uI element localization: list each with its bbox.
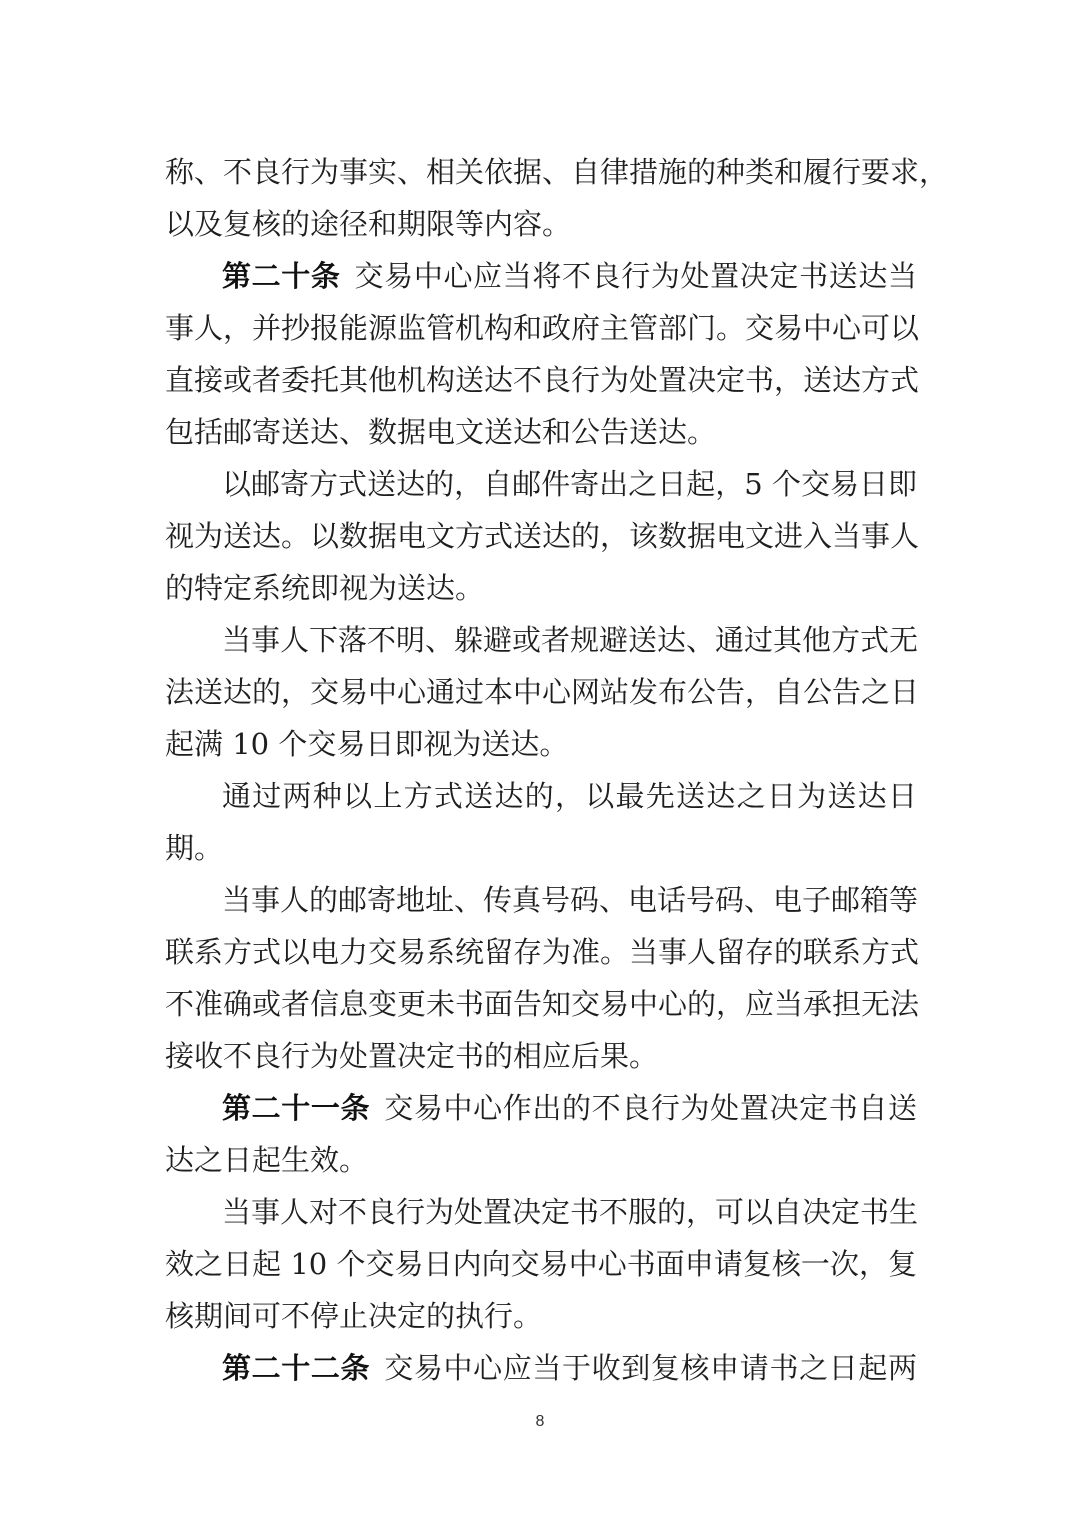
text-line: 以及复核的途径和期限等内容。 xyxy=(165,207,572,241)
text-line: 期。 xyxy=(165,831,224,865)
text-line: 当事人的邮寄地址、传真号码、电话号码、电子邮箱等 xyxy=(222,883,919,917)
text-line: 起满 10 个交易日即视为送达。 xyxy=(165,727,569,761)
text-line: 当事人对不良行为处置决定书不服的，可以自决定书生 xyxy=(222,1195,919,1229)
text-line: 联系方式以电力交易系统留存为准。当事人留存的联系方式 xyxy=(165,935,920,969)
text-line: 的特定系统即视为送达。 xyxy=(165,571,485,605)
article-number: 第二十二条 xyxy=(222,1351,371,1385)
text-line: 接收不良行为处置决定书的相应后果。 xyxy=(165,1039,659,1073)
text-line: 不准确或者信息变更未书面告知交易中心的，应当承担无法 xyxy=(165,987,920,1021)
text-line: 直接或者委托其他机构送达不良行为处置决定书，送达方式 xyxy=(165,363,920,397)
text-line: 效之日起 10 个交易日内向交易中心书面申请复核一次，复 xyxy=(165,1247,917,1281)
text-line: 事人，并抄报能源监管机构和政府主管部门。交易中心可以 xyxy=(165,311,920,345)
text-line: 通过两种以上方式送达的，以最先送达之日为送达日 xyxy=(222,779,917,813)
article-22-heading-line xyxy=(165,1342,917,1394)
text-line: 核期间可不停止决定的执行。 xyxy=(165,1299,543,1333)
article-number: 第二十一条 xyxy=(222,1091,371,1125)
article-text: 交易中心作出的不良行为处置决定书自送 xyxy=(384,1091,917,1125)
text-line: 视为送达。以数据电文方式送达的，该数据电文进入当事人 xyxy=(165,519,920,553)
article-21-heading-line xyxy=(165,1082,917,1134)
body-text xyxy=(165,146,949,1394)
article-text: 交易中心应当将不良行为处置决定书送达当 xyxy=(354,259,917,293)
page-number: 8 xyxy=(535,1413,545,1430)
text-line: 达之日起生效。 xyxy=(165,1143,369,1177)
text-line: 称、不良行为事实、相关依据、自律措施的种类和履行要求， xyxy=(165,155,949,189)
text-line: 以邮寄方式送达的，自邮件寄出之日起，5 个交易日即 xyxy=(222,467,917,501)
article-number: 第二十条 xyxy=(222,259,341,293)
article-text: 交易中心应当于收到复核申请书之日起两 xyxy=(384,1351,917,1385)
text-line: 法送达的，交易中心通过本中心网站发布公告，自公告之日 xyxy=(165,675,920,709)
text-line: 当事人下落不明、躲避或者规避送达、通过其他方式无 xyxy=(222,623,919,657)
text-line: 包括邮寄送达、数据电文送达和公告送达。 xyxy=(165,415,717,449)
article-20-heading-line xyxy=(165,250,917,302)
